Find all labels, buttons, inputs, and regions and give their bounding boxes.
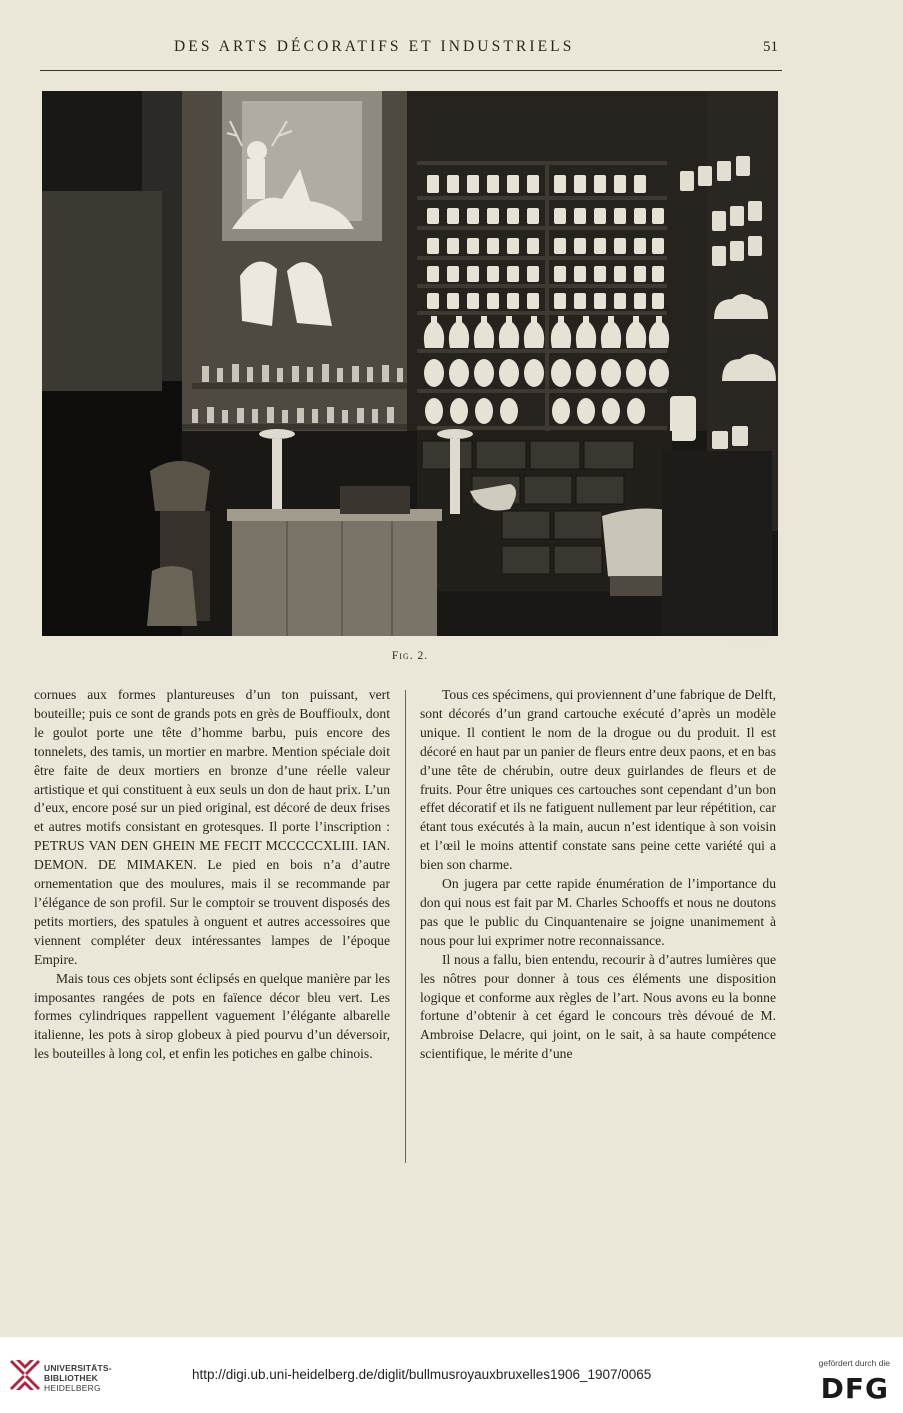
figure-caption: Fig. 2.	[391, 650, 429, 662]
university-library-name: UNIVERSITÄTS- BIBLIOTHEK HEIDELBERG	[44, 1363, 112, 1393]
right-text-column	[420, 686, 776, 1064]
body-paragraph: Tous ces spécimens, qui proviennent d’une fabrique de Delft, sont décorés d’un grand cartouche exécuté d’après un modèle unique. Il contient le nom de la drogue ou du produit. Il est décoré en haut par un panier de fleurs entre deux paons, et en bas d’une tête de chérubin, outre deux guirlandes de fleurs et de fruits. Pour être uniques ces cartouches sont cependant d’un bon effet décoratif et ils ne fatiguent nullement par leur répétition, car étant tous exécutés à la main, aucun n’est identique à son voisin et l’œil le moins attentif constate sans peine cette variété qui a bien son charme.	[420, 687, 776, 873]
body-paragraph: Il nous a fallu, bien entendu, recourir à d’autres lumières que les nôtres pour donner à tous ces éléments une disposition logique et conforme aux règles de l’art. Nous avons eu la bonne fortune d’obtenir à cet égard le concours très dévoué de M. Ambroise Delacre, qui joint, on le sait, à sa haute compétence scientifique, le mérite d’une	[420, 951, 776, 1062]
body-paragraph: cornues aux formes plantureuses d’un ton puissant, vert bouteille; puis ce sont de grands pots en grès de Bouffioulx, dont le goulot porte une tête d’homme barbu, puis encore des tonnelets, des tamis, un mortier en marbre. Mention spéciale doit être faite de deux mortiers en bronze d’une réelle valeur artistique et qui constituent à eux seuls un don de haut prix. L’un d’eux, encore posé sur un pied original, est décoré de deux frises et autres motifs consistant en grotesques. Il porte l’inscription : PETRUS VAN DEN GHEIN ME FECIT MCCCCCXLIII. IAN. DEMON. DE MIMAKEN. Le pied en bois n’a d’autre ornementation que des moulures, mais il se recommande par l’élégance de son profil. Sur le comptoir se trouvent disposés des petits mortiers, des spatules à onguent et autres accessoires que viennent compléter deux intéressantes lampes de l’époque Empire.	[34, 687, 390, 967]
left-text-column	[34, 686, 390, 1064]
dfg-logo: DFG	[820, 1372, 889, 1405]
pharmacy-interior-illustration	[42, 91, 778, 651]
digitization-footer	[0, 1337, 903, 1413]
photographer-signature: VANDAMME	[726, 642, 772, 651]
university-library-logo-icon	[10, 1360, 40, 1390]
source-url[interactable]: http://digi.ub.uni-heidelberg.de/diglit/bullmusroyauxbruxelles1906_1907/0065	[192, 1367, 652, 1382]
body-paragraph: Mais tous ces objets sont éclipsés en quelque manière par les imposantes rangées de pots en faïence décor bleu vert. Les formes cylindriques rappellent vaguement l’élégante albarelle italienne, les pots à sirop globeux à pied pourvu d’un déversoir, les bouteilles à long col, et enfin les potiches en galbe chinois.	[34, 970, 390, 1062]
column-divider	[405, 690, 406, 1163]
running-title: DES ARTS DÉCORATIFS ET INDUSTRIELS	[174, 38, 575, 55]
body-paragraph: On jugera par cette rapide énumération de l’importance du don qui nous est fait par M. Charles Schooffs et nous ne doutons pas que le public du Cinquantenaire se joigne unanimement à nous pour lui exprimer notre reconnaissance.	[420, 876, 776, 948]
funded-by-label: gefördert durch die	[818, 1358, 890, 1368]
running-header	[40, 38, 782, 71]
pharmacy-photograph	[42, 91, 778, 651]
page-number: 51	[763, 39, 778, 55]
